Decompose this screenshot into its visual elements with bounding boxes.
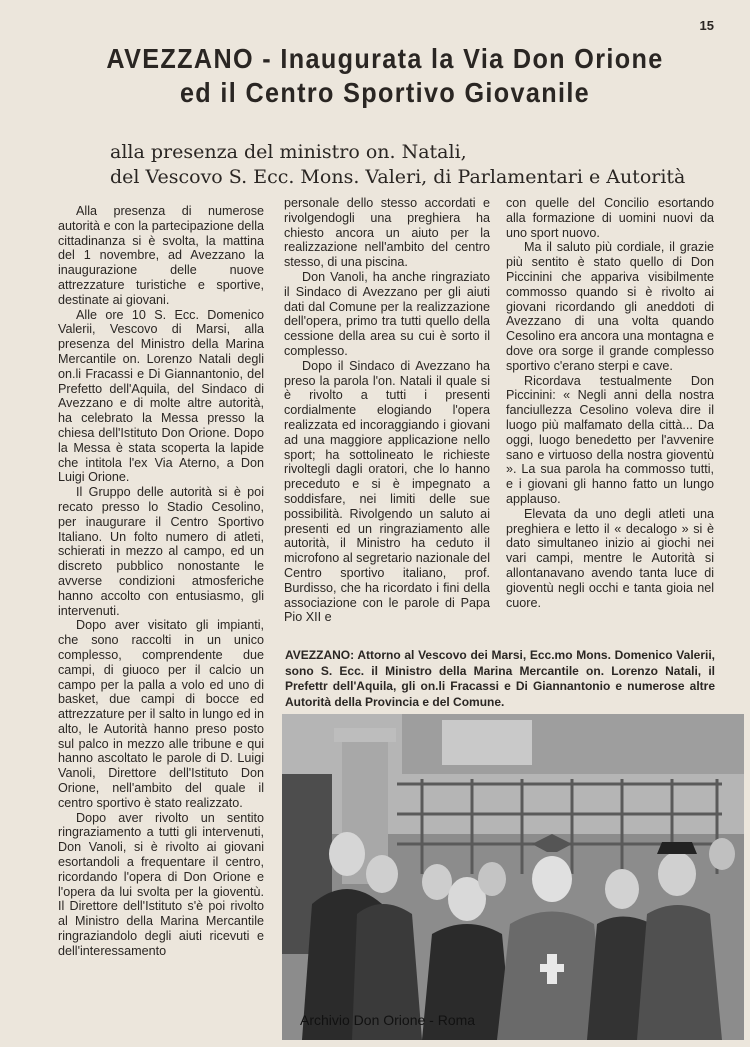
article-column-1 xyxy=(58,204,264,1004)
group-photo-illustration xyxy=(282,714,744,1040)
paragraph: Il Gruppo delle autorità si è poi recato presso lo Stadio Cesolino, per inaugurare il Centro Sportivo Italiano. Un folto numero di atleti, schierati in mezzo al campo, ed un discreto pubblico nonostante le avverse condizioni atmosferiche hanno accolto con entusiasmo, gli intervenuti. xyxy=(58,485,264,618)
paragraph: Don Vanoli, ha anche ringraziato il Sindaco di Avezzano per gli aiuti dati dal Comune per la realizzazione dell'opera, primo tra tutti quello della cessione della area su cui è sorto il complesso. xyxy=(284,269,490,358)
group-photo xyxy=(282,714,744,1040)
paragraph: Alle ore 10 S. Ecc. Domenico Valerii, Vescovo di Marsi, alla presenza del Ministro della Marina Mercantile on. Lorenzo Natali degli on.li Fracassi e Di Giannantonio, del Prefetto dell'Aquila, del Sindaco di Avezzano e di molte altre autorità, ha celebrato la Messa presso la chiesa dell'Istituto Don Orione. Dopo la Messa è stata scoperta la lapide che intitola l'ex Via Aterno, a Don Luigi Orione. xyxy=(58,307,264,485)
paragraph: Dopo il Sindaco di Avezzano ha preso la parola l'on. Natali il quale si è rivolto a tutti i presenti cordialmente elogiando l'opera realizzata ed incoraggiando i giovani ad una maggiore applicazione nello sport; ha sottolineato le richieste rivoltegli dagli oratori, che lo hanno preceduto e si è impegnato a soddisfare, nei limiti delle sue possibilità. Rivolgendo un saluto ai presenti ed un ringraziamento alle autorità, il Ministro ha ceduto il microfono al segretario nazionale del Centro sportivo italiano, prof. Burdisso, che ha ricordato i fini della associazione con le parole di Papa Pio XII e xyxy=(284,358,490,625)
paragraph: Elevata da uno degli atleti una preghiera e letto il « decalogo » si è dato simultaneo inizio ai giochi nei vari campi, mentre le Autorità si allontanavano avendo tanta luce di gioventù negli occhi e tanta gioia nel cuore. xyxy=(506,506,714,610)
paragraph: Ma il saluto più cordiale, il grazie più sentito è stato quello di Don Piccinini che appariva visibilmente commosso quando si è rivolto ai giovani ricordando gli aneddoti di Avezzano di una volta quando Cesolino era ancora una montagna e dove ora sorge il grande complesso sportivo c'erano sterpi e cave. xyxy=(506,240,714,373)
paragraph: personale dello stesso accordati e rivolgendogli una preghiera ha chiesto ancora un aiuto per la realizzazione nell'ambito del centro stesso, di una piscina. xyxy=(284,196,490,270)
headline-line-1: AVEZZANO - Inaugurata la Via Don Orione xyxy=(106,43,664,74)
headline-line-2: ed il Centro Sportivo Giovanile xyxy=(179,77,591,108)
article-column-3 xyxy=(506,196,714,636)
paragraph: con quelle del Concilio esortando alla formazione di uomini nuovi da uno sport nuovo. xyxy=(506,196,714,240)
paragraph: Alla presenza di numerose autorità e con la partecipazione della cittadinanza si è svolta, la mattina del 1 novembre, ad Avezzano la inaugurazione delle nuove attrezzature turistiche e sportive, destinate ai giovani. xyxy=(58,204,264,307)
subheadline-line-2: del Vescovo S. Ecc. Mons. Valeri, di Parlamentari e Autorità xyxy=(110,166,686,188)
paragraph: Dopo aver visitato gli impianti, che sono raccolti in un unico complesso, comprendente due campi, di giuoco per il calcio un campo per la palla a volo ed uno di basket, due campi di bocce ed attrezzature per il salto in lungo ed in alto, le Autorità hanno preso posto sul palco in mezzo alle tribune e qui hanno ascoltato le parole di D. Luigi Vanoli, Direttore dell'Istituto Don Orione, nell'ambito del quale il centro sportivo è stato realizzato. xyxy=(58,618,264,810)
article-column-2 xyxy=(284,196,490,636)
headline xyxy=(84,42,687,110)
subheadline-line-1: alla presenza del ministro on. Natali, xyxy=(110,141,467,163)
archive-watermark: Archivio Don Orione - Roma xyxy=(300,1012,476,1028)
paragraph: Dopo aver rivolto un sentito ringraziamento a tutti gli intervenuti, Don Vanoli, si è rivolto ai giovani esortandoli a frequentare il centro, ricordando l'opera di Don Orione e l'opera da lui svolta per la gioventù. Il Direttore dell'Istituto s'è poi rivolto al Ministro della Marina Mercantile ringraziandolo degli aiuti ricevuti e dell'interessamento xyxy=(58,810,264,958)
photo-caption: AVEZZANO: Attorno al Vescovo dei Marsi, Ecc.mo Mons. Domenico Valerii, sono S. Ecc. il Ministro della Marina Mercantile on. Lorenzo Natali, il Prefettr dell'Aquila, gli on.li Fracassi e Di Giannantonio e numerose altre Autorità della Provincia e del Comune. xyxy=(285,648,715,709)
subheadline xyxy=(110,140,730,190)
paragraph: Ricordava testualmente Don Piccinini: « Negli anni della nostra fanciullezza Cesolino voleva dire il luogo più malfamato della città... Da oggi, luogo benedetto per l'avvenire sano e virtuoso della nostra gioventù ». La sua parola ha commosso tutti, e i giovani gli hanno fatto un lungo applauso. xyxy=(506,373,714,506)
page-number: 15 xyxy=(699,18,714,33)
